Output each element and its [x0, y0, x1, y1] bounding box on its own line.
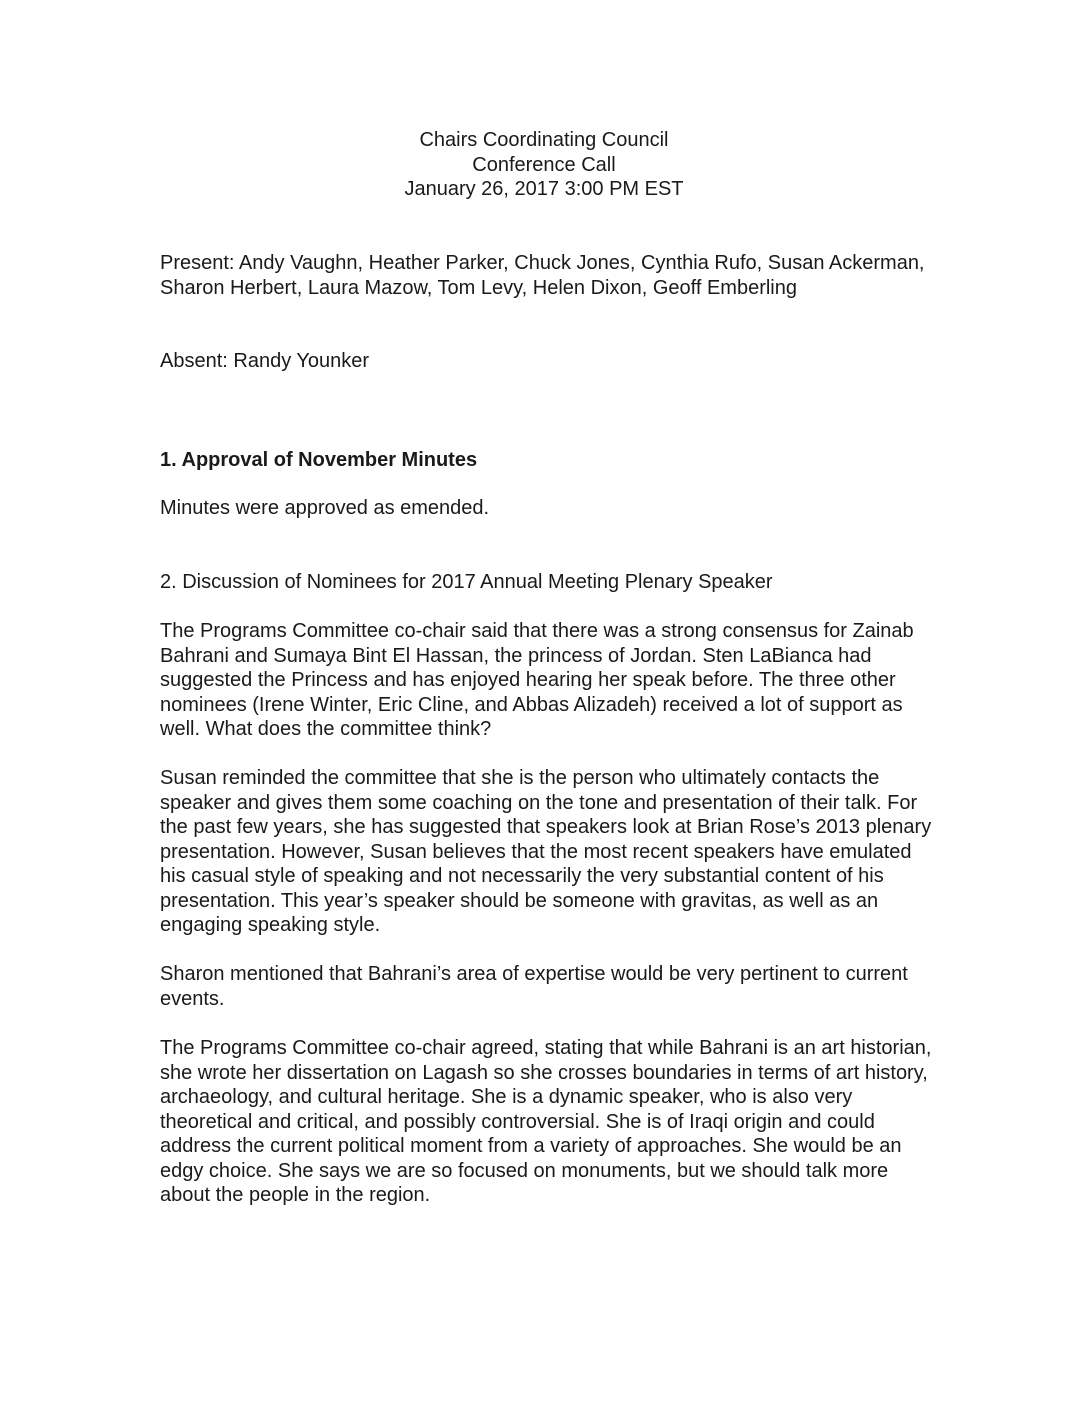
header-date: January 26, 2017 3:00 PM EST [404, 178, 684, 200]
section-2-paragraph: Sharon mentioned that Bahrani’s area of expertise would be very pertinent to current events. [160, 963, 908, 1010]
section-2-paragraph: The Programs Committee co-chair agreed, stating that while Bahrani is an art historian, she wrote her dissertation on Lagash so she crosses boundaries in terms of art history, archaeology, and cultural heritage. She is a dynamic speaker, who is also very theoretical and critical, and possibly controversial. She is of Iraqi origin and could address the current political moment from a variety of approaches. She would be an edgy choice. She says we are so focused on monuments, but we should talk more about the people in the region. [160, 1037, 932, 1206]
header-subtitle: Conference Call [472, 153, 616, 176]
section-2-paragraph: The Programs Committee co-chair said that there was a strong consensus for Zainab Bahrani and Sumaya Bint El Hassan, the princess of Jordan. Sten LaBianca had suggested the Princess and has enjoyed hearing her speak before. The three other nominees (Irene Winter, Eric Cline, and Abbas Alizadeh) received a lot of support as well. What does the committee think? [160, 620, 914, 740]
section-1-text: Minutes were approved as emended. [160, 497, 490, 519]
header-title: Chairs Coordinating Council [419, 129, 669, 151]
present-list: Present: Andy Vaughn, Heather Parker, Chuck Jones, Cynthia Rufo, Susan Ackerman, Sharon Herbert, Laura Mazow, Tom Levy, Helen Dixon, Geoff Emberling [160, 252, 925, 299]
section-2-paragraph: Susan reminded the committee that she is the person who ultimately contacts the speaker and gives them some coaching on the tone and presentation of their talk. For the past few years, she has suggested that speakers look at Brian Rose’s 2013 plenary presentation. However, Susan believes that the most recent speakers have emulated his casual style of speaking and not necessarily the very substantial content of his presentation. This year’s speaker should be someone with gravitas, as well as an engaging speaking style. [160, 767, 932, 936]
document-header [0, 128, 1088, 202]
absent-list: Absent: Randy Younker [160, 350, 370, 372]
section-2-heading: 2. Discussion of Nominees for 2017 Annual Meeting Plenary Speaker [160, 571, 773, 593]
section-1-heading: 1. Approval of November Minutes [160, 449, 478, 471]
